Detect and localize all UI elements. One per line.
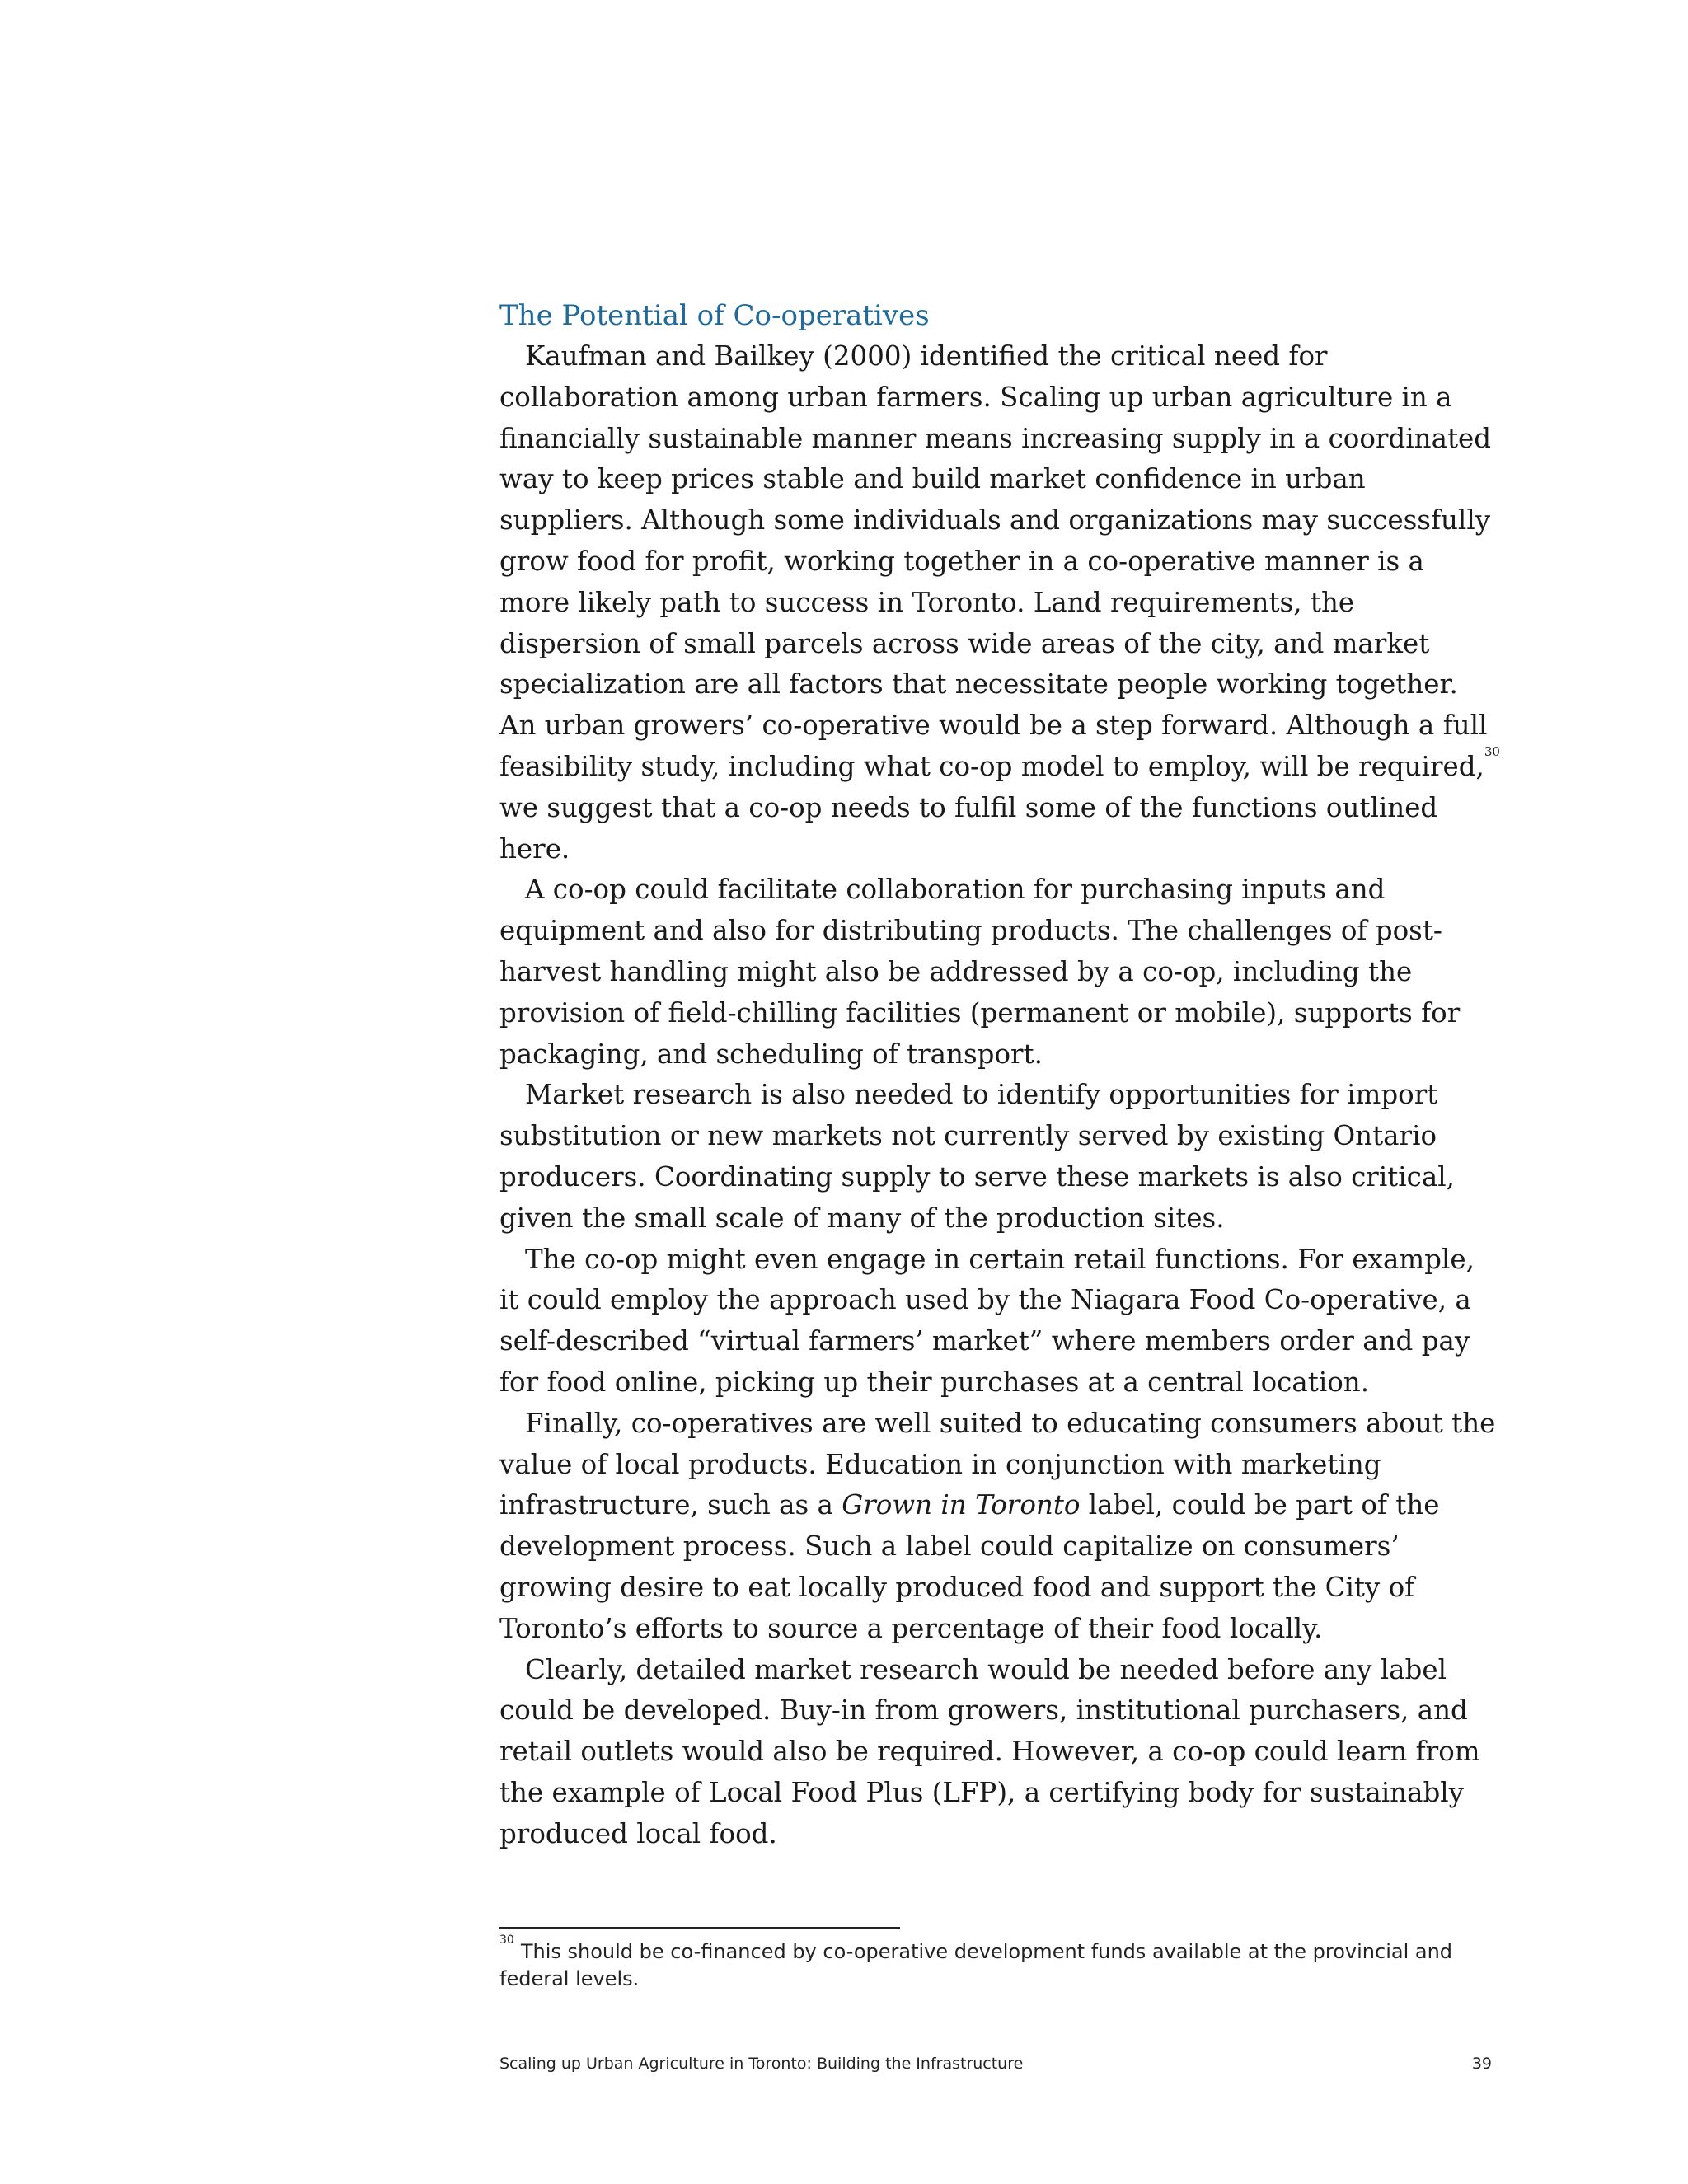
footnote (499, 1933, 1502, 1993)
paragraph-2: A co-op could facilitate collaboration for purchasing inputs and equipment and also for distributing products. The challenges of post-harvest handling might also be addressed by a co-op, including the provision of field-chilling facilities (permanent or mobile), supports for packaging, and scheduling of transport. (499, 874, 1461, 1070)
paragraph-5 (499, 1404, 1502, 1650)
paragraph-4: The co-op might even engage in certain retail functions. For example, it could employ the approach used by the Niagara Food Co-operative, a self-described “virtual farmers’ market” where members order and pay for food online, picking up their purchases at a central location. (499, 1243, 1475, 1398)
running-footer (499, 2055, 1492, 2073)
paragraph-1-text: Kaufman and Bailkey (2000) identified the critical need for collaboration among urban farmers. Scaling up urban agriculture in a financially sustainable manner means increasing supply in a coordinated way to keep prices stable and build market confidence in urban suppliers. Although some individuals and organizations may successfully grow food for profit, working together in a co-operative manner is a more likely path to success in Toronto. Land requirements, the dispersion of small parcels across wide areas of the city, and market specialization are all factors that necessitate people working together. An urban growers’ co-operative would be a step forward. Although a full feasibility study, including what co-op model to employ, will be required, (499, 340, 1492, 782)
paragraph-5-text: Finally, co-operatives are well suited to educating consumers about the value of local products. Education in conjunction with marketing infrastructure, such as a (499, 1407, 1496, 1521)
paragraph-3: Market research is also needed to identify opportunities for import substitution or new markets not currently served by existing Ontario producers. Coordinating supply to serve these markets is also critical, given the small scale of many of the production sites. (499, 1079, 1455, 1234)
footnote-number: 30 (499, 1933, 514, 1947)
section-heading: The Potential of Co-operatives (499, 299, 930, 332)
paragraph-1-text-cont: we suggest that a co-op needs to fulfil some of the functions outlined here. (499, 791, 1438, 865)
paragraph-5-text-cont: label, could be part of the development process. Such a label could capitalize on consumers’ growing desire to eat locally produced food and support the City of Toronto’s efforts to source a percentage of their food locally. (499, 1489, 1440, 1644)
paragraph-6: Clearly, detailed market research would be needed before any label could be developed. Buy-in from growers, institutional purchasers, and retail outlets would also be required. However, a co-op could learn from the example of Local Food Plus (LFP), a certifying body for sustainably produced local food. (499, 1653, 1480, 1849)
label-name-italic: Grown in Toronto (842, 1489, 1081, 1521)
page-number: 39 (1471, 2055, 1492, 2073)
body-text (499, 336, 1502, 1854)
footer-title: Scaling up Urban Agriculture in Toronto: Building the Infrastructure (499, 2055, 1024, 2073)
main-content (499, 295, 1502, 1854)
footnote-text: This should be co-financed by co-operative development funds available at the provincial and federal levels. (499, 1940, 1453, 1990)
paragraph-1 (499, 336, 1502, 869)
footnote-divider (499, 1927, 900, 1929)
footnote-reference[interactable]: 30 (1484, 743, 1500, 759)
